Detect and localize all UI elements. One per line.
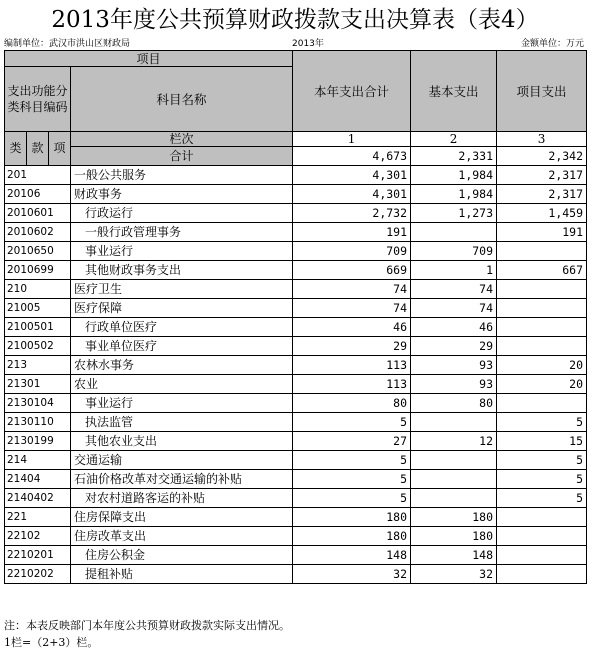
row-subject-name: 行政运行 [71, 204, 293, 223]
row-value-col3: 15 [497, 432, 587, 451]
table-row [5, 356, 587, 375]
row-value-col3 [497, 527, 587, 546]
row-value-col3 [497, 508, 587, 527]
row-subject-name: 对农村道路客运的补贴 [71, 489, 293, 508]
row-value-col2: 93 [411, 356, 497, 375]
table-row [5, 546, 587, 565]
header-kuan: 款 [27, 132, 49, 166]
amount-unit: 金额单位：万元 [520, 39, 584, 49]
row-value-col3: 20 [497, 375, 587, 394]
row-subject-name: 住房改革支出 [71, 527, 293, 546]
table-row [5, 242, 587, 261]
row-subject-name: 一般行政管理事务 [71, 223, 293, 242]
header-basic-expenditure: 基本支出 [411, 51, 497, 132]
table-row [5, 451, 587, 470]
row-value-col1: 5 [293, 413, 411, 432]
row-code: 2010602 [5, 223, 71, 242]
row-value-col2: 1,984 [411, 185, 497, 204]
row-value-col3: 2,317 [497, 185, 587, 204]
compiling-unit: 编制单位：武汉市洪山区财政局 [4, 39, 131, 49]
header-function-code-label: 支出功能分类科目编码 [7, 84, 68, 114]
header-subject-name: 科目名称 [71, 67, 293, 132]
table-row [5, 261, 587, 280]
table-row [5, 185, 587, 204]
row-value-col3 [497, 280, 587, 299]
row-value-col3 [497, 394, 587, 413]
row-subject-name: 执法监管 [71, 413, 293, 432]
footer-note: 注：本表反映部门本年度公共预算财政拨款实际支出情况。 [4, 619, 290, 632]
table-row [5, 470, 587, 489]
row-value-col3 [497, 337, 587, 356]
row-value-col2: 709 [411, 242, 497, 261]
column-index-1: 1 [293, 132, 411, 147]
row-value-col1: 180 [293, 508, 411, 527]
row-code: 21404 [5, 470, 71, 489]
row-subject-name: 医疗保障 [71, 299, 293, 318]
row-value-col2: 80 [411, 394, 497, 413]
row-value-col1: 27 [293, 432, 411, 451]
table-row [5, 318, 587, 337]
row-value-col3: 5 [497, 470, 587, 489]
row-value-col2: 148 [411, 546, 497, 565]
row-code: 2100502 [5, 337, 71, 356]
row-value-col2 [411, 413, 497, 432]
row-subject-name: 其他财政事务支出 [71, 261, 293, 280]
row-value-col2: 1,273 [411, 204, 497, 223]
row-value-col2: 46 [411, 318, 497, 337]
row-code: 201 [5, 166, 71, 185]
header-column-index: 栏次 [71, 132, 293, 147]
table-row [5, 223, 587, 242]
row-value-col1: 4,301 [293, 166, 411, 185]
row-value-col2: 1,984 [411, 166, 497, 185]
table-row [5, 489, 587, 508]
row-code: 2010650 [5, 242, 71, 261]
row-subject-name: 医疗卫生 [71, 280, 293, 299]
row-code: 21005 [5, 299, 71, 318]
row-value-col1: 4,301 [293, 185, 411, 204]
row-value-col3: 667 [497, 261, 587, 280]
header-lei: 类 [5, 132, 27, 166]
row-value-col1: 709 [293, 242, 411, 261]
row-subject-name: 农林水事务 [71, 356, 293, 375]
row-code: 210 [5, 280, 71, 299]
table-row [5, 508, 587, 527]
row-subject-name: 提租补贴 [71, 565, 293, 584]
table-row [5, 565, 587, 584]
table-row [5, 280, 587, 299]
row-code: 2010699 [5, 261, 71, 280]
total-col3: 2,342 [497, 147, 587, 166]
row-subject-name: 事业单位医疗 [71, 337, 293, 356]
row-value-col3 [497, 546, 587, 565]
row-code: 221 [5, 508, 71, 527]
row-code: 2130110 [5, 413, 71, 432]
row-value-col1: 191 [293, 223, 411, 242]
row-value-col1: 2,732 [293, 204, 411, 223]
expenditure-table [4, 50, 587, 584]
row-value-col3: 5 [497, 489, 587, 508]
row-code: 2210202 [5, 565, 71, 584]
row-value-col2: 74 [411, 280, 497, 299]
row-value-col3: 20 [497, 356, 587, 375]
total-col2: 2,331 [411, 147, 497, 166]
row-code: 20106 [5, 185, 71, 204]
row-code: 2130199 [5, 432, 71, 451]
row-value-col3: 5 [497, 451, 587, 470]
row-value-col3: 1,459 [497, 204, 587, 223]
row-value-col3 [497, 242, 587, 261]
row-value-col1: 669 [293, 261, 411, 280]
table-row [5, 204, 587, 223]
row-subject-name: 一般公共服务 [71, 166, 293, 185]
report-year: 2013年 [292, 39, 324, 49]
row-code: 22102 [5, 527, 71, 546]
row-value-col1: 180 [293, 527, 411, 546]
header-function-code [5, 67, 71, 132]
header-project-expenditure: 项目支出 [497, 51, 587, 132]
row-subject-name: 行政单位医疗 [71, 318, 293, 337]
row-code: 2130104 [5, 394, 71, 413]
row-value-col2 [411, 470, 497, 489]
row-value-col3 [497, 299, 587, 318]
row-value-col2 [411, 489, 497, 508]
row-subject-name: 石油价格改革对交通运输的补贴 [71, 470, 293, 489]
row-value-col2: 74 [411, 299, 497, 318]
row-value-col1: 5 [293, 470, 411, 489]
row-code: 2100501 [5, 318, 71, 337]
table-row [5, 375, 587, 394]
row-value-col1: 46 [293, 318, 411, 337]
row-subject-name: 事业运行 [71, 242, 293, 261]
row-value-col1: 113 [293, 375, 411, 394]
row-subject-name: 事业运行 [71, 394, 293, 413]
row-value-col1: 32 [293, 565, 411, 584]
row-value-col1: 148 [293, 546, 411, 565]
row-subject-name: 农业 [71, 375, 293, 394]
row-subject-name: 住房保障支出 [71, 508, 293, 527]
page-title: 2013年度公共预算财政拨款支出决算表（表4） [51, 7, 539, 33]
row-value-col1: 74 [293, 299, 411, 318]
row-value-col3: 2,317 [497, 166, 587, 185]
row-code: 21301 [5, 375, 71, 394]
table-row [5, 166, 587, 185]
row-value-col3 [497, 565, 587, 584]
row-value-col2: 12 [411, 432, 497, 451]
row-value-col1: 113 [293, 356, 411, 375]
column-index-2: 2 [411, 132, 497, 147]
row-subject-name: 财政事务 [71, 185, 293, 204]
row-code: 213 [5, 356, 71, 375]
row-value-col1: 5 [293, 489, 411, 508]
table-row [5, 337, 587, 356]
row-code: 2140402 [5, 489, 71, 508]
row-value-col2 [411, 451, 497, 470]
row-value-col2: 1 [411, 261, 497, 280]
row-code: 2010601 [5, 204, 71, 223]
header-item: 项目 [5, 51, 293, 67]
column-index-3: 3 [497, 132, 587, 147]
row-value-col1: 80 [293, 394, 411, 413]
row-value-col3: 191 [497, 223, 587, 242]
row-subject-name: 其他农业支出 [71, 432, 293, 451]
total-label: 合计 [71, 147, 293, 166]
row-code: 2210201 [5, 546, 71, 565]
table-row [5, 394, 587, 413]
row-value-col2: 180 [411, 527, 497, 546]
table-row [5, 299, 587, 318]
header-total-expenditure: 本年支出合计 [293, 51, 411, 132]
row-value-col3: 5 [497, 413, 587, 432]
row-value-col2 [411, 223, 497, 242]
row-value-col2: 93 [411, 375, 497, 394]
row-value-col2: 29 [411, 337, 497, 356]
row-value-col2: 180 [411, 508, 497, 527]
row-value-col2: 32 [411, 565, 497, 584]
total-col1: 4,673 [293, 147, 411, 166]
row-code: 214 [5, 451, 71, 470]
table-row [5, 413, 587, 432]
table-row [5, 432, 587, 451]
table-row [5, 527, 587, 546]
header-xiang: 项 [49, 132, 71, 166]
footer-formula: 1栏=（2+3）栏。 [4, 636, 99, 649]
row-subject-name: 住房公积金 [71, 546, 293, 565]
row-value-col1: 74 [293, 280, 411, 299]
row-subject-name: 交通运输 [71, 451, 293, 470]
row-value-col1: 5 [293, 451, 411, 470]
row-value-col1: 29 [293, 337, 411, 356]
row-value-col3 [497, 318, 587, 337]
